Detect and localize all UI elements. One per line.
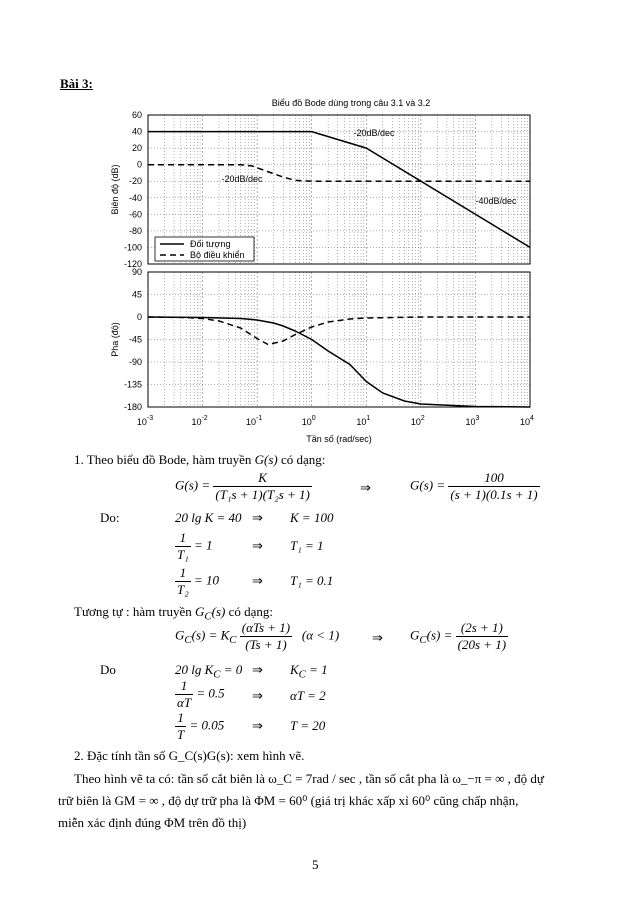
series-line-bo-dieu-khien xyxy=(148,317,530,345)
legend-label-bo-dieu-khien: Bộ điều khiển xyxy=(190,250,245,260)
y-axis-label: Pha (độ) xyxy=(110,322,120,357)
y-tick-label: 0 xyxy=(136,312,142,322)
implies-e1: ⇒ xyxy=(252,510,263,525)
eq-g-result: G(s) = $\frac{100}{(s + 1)(0.1s + 1)}$ xyxy=(410,470,538,502)
y-tick-label: -45 xyxy=(128,334,142,345)
paragraph-4b: trữ biên là GM = ∞ , độ dự trữ pha là ΦM = 60⁰ (giá trị khác xấp xỉ 60⁰ cũng chấp nhận, xyxy=(58,793,519,808)
eq-e3-right: T₁ = 0.1 xyxy=(290,573,334,588)
x-tick-label: $10^{-3}$ xyxy=(136,415,154,427)
y-tick-label: -80 xyxy=(128,225,142,236)
legend-label-doi-tuong: Đối tượng xyxy=(190,239,231,249)
annotation-slope-1: -20dB/dec xyxy=(353,128,395,138)
implies-e3: ⇒ xyxy=(252,573,263,588)
eq-e2-right: T₁ = 1 xyxy=(290,538,324,553)
do-label-2: Do xyxy=(100,662,116,677)
eq-e3-left: $\frac{1}{\text{T₂}}$ = 10 xyxy=(177,565,220,597)
y-tick-label: -90 xyxy=(128,357,142,367)
eq-f2-right: αT = 2 xyxy=(290,688,326,703)
paragraph-3: 2. Đặc tính tần số G_C(s)G(s): xem hình vẽ. xyxy=(74,748,305,763)
do-label-1: Do: xyxy=(100,510,120,525)
x-tick-label: $10^1$ xyxy=(356,415,371,427)
implies-f3: ⇒ xyxy=(252,718,263,733)
x-tick-label: $10^4$ xyxy=(520,415,534,427)
y-tick-label: -40 xyxy=(128,192,142,203)
annotation-slope-3: -40dB/dec xyxy=(475,196,517,206)
y-tick-label: -20 xyxy=(128,176,142,187)
y-tick-label: -120 xyxy=(123,259,142,269)
eq-g-general: G(s) = $\frac{K}{\text{(T₁s + 1)(T₂s + 1)}}$ xyxy=(175,470,310,502)
implies-2: ⇒ xyxy=(372,630,383,645)
eq-e2-left: $\frac{1}{\text{T₁}}$ = 1 xyxy=(177,530,213,562)
implies-f1: ⇒ xyxy=(252,662,263,677)
y-axis-label: Biên độ (dB) xyxy=(110,164,120,215)
x-axis-label: Tần số (rad/sec) xyxy=(306,434,372,444)
y-tick-label: 40 xyxy=(131,126,142,137)
x-tick-label: $10^0$ xyxy=(301,415,316,427)
y-tick-label: 60 xyxy=(131,110,142,120)
y-tick-label: 45 xyxy=(131,289,142,300)
x-tick-label: $10^2$ xyxy=(410,415,425,427)
implies-f2: ⇒ xyxy=(252,688,263,703)
eq-f2-left: $\frac{1}{\alpha T}$ = 0.5 xyxy=(177,678,225,710)
eq-f1-left: 20 $\lg K_C = 0$ xyxy=(175,662,243,681)
y-tick-label: -180 xyxy=(123,402,142,412)
eq-f3-left: $\frac{1}{T}$ = 0.05 xyxy=(177,710,225,742)
paragraph-4c: miễn xác định đúng ΦM trên đồ thị) xyxy=(58,815,247,830)
y-tick-label: -135 xyxy=(123,379,142,390)
exercise-heading: Bài 3: xyxy=(60,76,93,91)
paragraph-1: 1. Theo biểu đồ Bode, hàm truyền G(s) có dạng: xyxy=(74,452,326,467)
eq-f1-right: $K_C = 1$ xyxy=(290,662,328,681)
x-tick-label: $10^{-1}$ xyxy=(246,415,263,427)
chart-title: Biểu đồ Bode dùng trong câu 3.1 và 3.2 xyxy=(271,98,431,108)
y-tick-label: 90 xyxy=(131,267,142,277)
eq-gc-general: $G_C(s) = K_C$ $\frac{\text{(αTs + 1)}}{(Ts + 1)}$ (α < 1) xyxy=(175,620,340,652)
annotation-slope-2: -20dB/dec xyxy=(221,174,263,184)
eq-e1-left: 20 lg K = 40 xyxy=(175,510,242,525)
paragraph-4a: Theo hình vẽ ta có: tần số cắt biên là ω_C = 7rad / sec , tần số cắt pha là ω_−π = ∞ , độ dự xyxy=(74,771,544,786)
y-tick-label: -100 xyxy=(123,242,142,253)
paragraph-2: Tương tự : hàm truyền $G_C(s)$ có dạng: xyxy=(74,604,273,623)
y-tick-label: 20 xyxy=(131,143,142,154)
page-number: 5 xyxy=(312,857,319,872)
x-tick-label: $10^{-2}$ xyxy=(191,415,208,427)
y-tick-label: -60 xyxy=(128,209,142,220)
y-tick-label: 0 xyxy=(136,159,142,170)
implies-e2: ⇒ xyxy=(252,538,263,553)
eq-f3-right: T = 20 xyxy=(290,718,326,733)
implies-1: ⇒ xyxy=(360,480,371,495)
x-tick-label: $10^3$ xyxy=(465,415,480,427)
eq-gc-result: $G_C(s)$ = $\frac{(2s + 1)}{(20s + 1)}$ xyxy=(410,620,507,652)
eq-e1-right: K = 100 xyxy=(290,510,334,525)
